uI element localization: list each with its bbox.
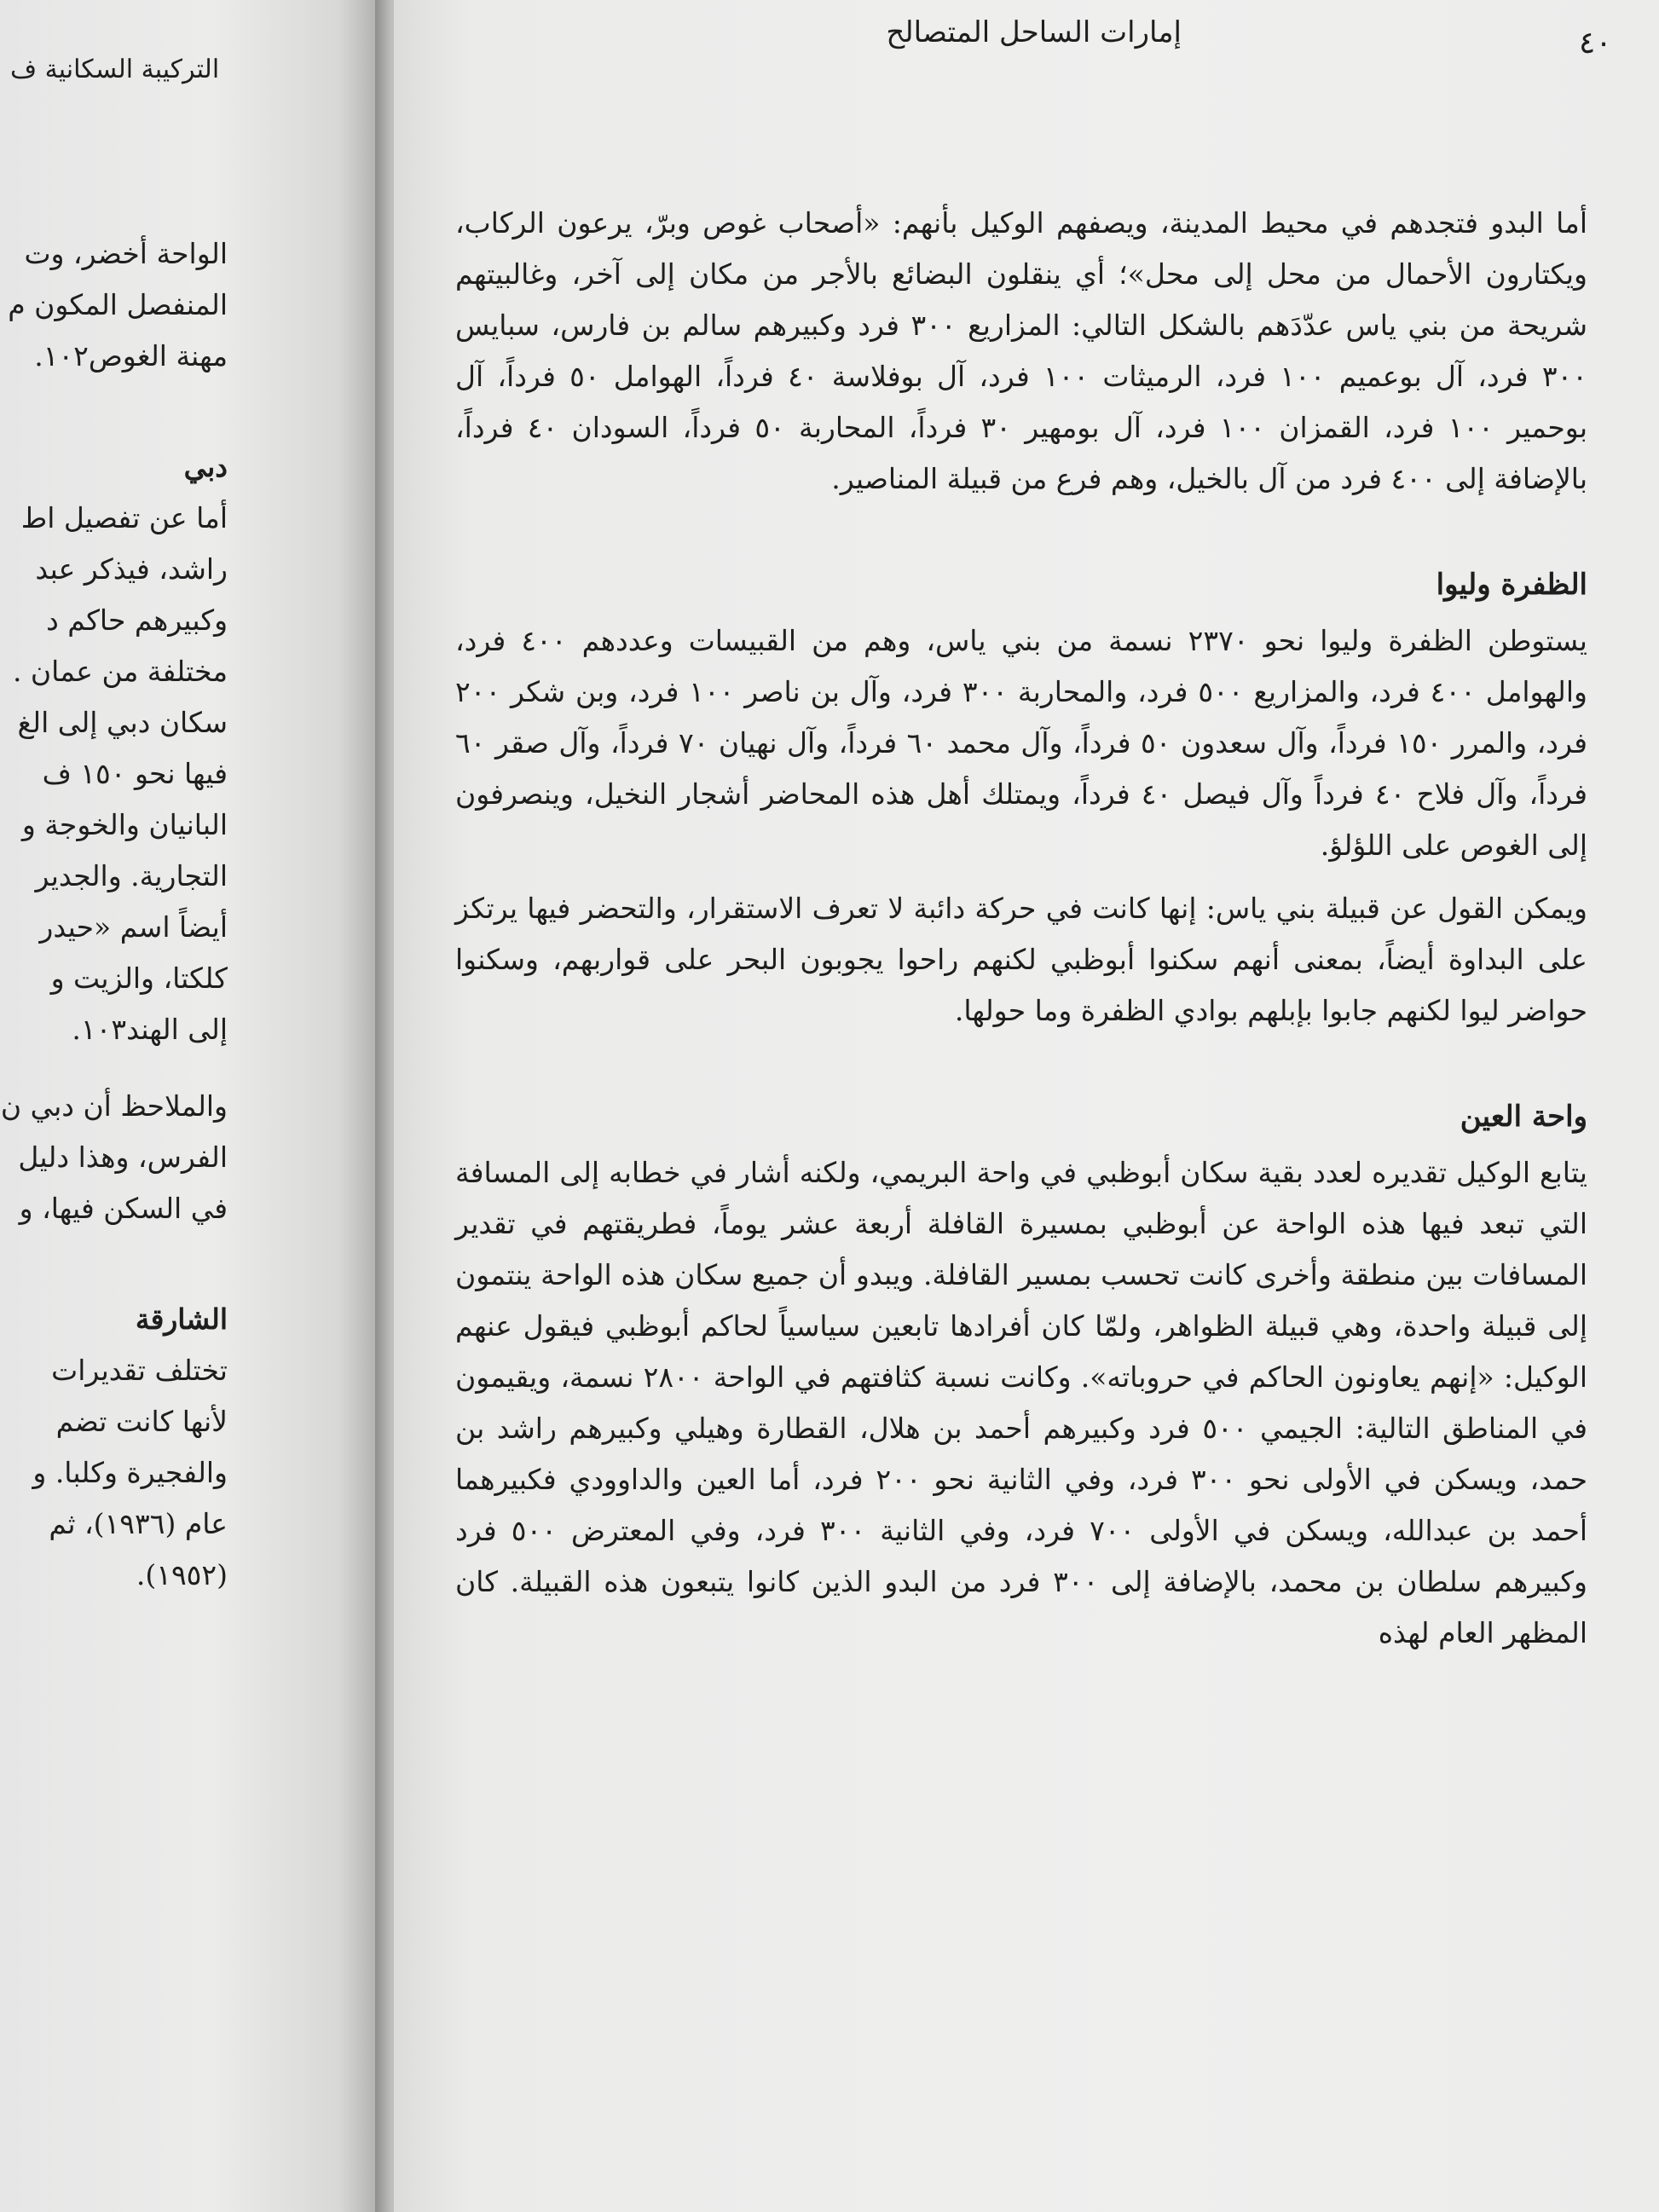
section-heading-dhafra-liwa: الظفرة وليوا: [1436, 568, 1587, 602]
left-line: عام (١٩٣٦)، ثم: [49, 1507, 228, 1540]
left-line: تختلف تقديرات: [51, 1354, 228, 1387]
left-line: التجارية. والجدير: [35, 859, 228, 892]
paragraph-dhafra-liwa: يستوطن الظفرة وليوا نحو ٢٣٧٠ نسمة من بني ياس، وهم من القبيسات وعددهم ٤٠٠ فرد، والهوامل ٤٠٠ فرد، والمزاريع ٥٠٠ فرد، والمحاربة ٣٠٠ فرد، وآل بن ناصر ١٠٠ فرد، وبن شكر ٢٠٠ فرد، والمرر ١٥٠ فرداً، وآل سعدون ٥٠ فرداً، وآل محمد ٦٠ فرداً، وآل نهيان ٧٠ فرداً، وآل صقر ٦٠ فرداً، وآل فلاح ٤٠ فرداً وآل فيصل ٤٠ فرداً، ويمتلك أهل هذه المحاضر أشجار النخيل، وينصرفون إلى الغوص على اللؤلؤ.: [455, 624, 1587, 862]
left-line: المنفصل المكون م: [8, 288, 228, 321]
left-line: وكبيرهم حاكم د: [46, 604, 228, 637]
left-line: والملاحظ أن دبي ن: [0, 1089, 228, 1123]
section-heading-al-ain: واحة العين: [1460, 1100, 1587, 1134]
paragraph-bedouin: أما البدو فتجدهم في محيط المدينة، ويصفهم الوكيل بأنهم: «أصحاب غوص وبرّ، يرعون الركاب، ويكتارون الأحمال من محل إلى محل»؛ أي ينقلون البضائع بالأجر من مكان إلى آخر، وغالبيتهم شريحة من بني ياس عدّدَهم بالشكل التالي: المزاريع ٣٠٠ فرد وكبيرهم سالم بن فارس، سبايس ٣٠٠ فرد، آل بوعميم ١٠٠ فرد، الرميثات ١٠٠ فرد، آل بوفلاسة ٤٠ فرداً، الهوامل ٥٠ فرداً، آل بوحمير ١٠٠ فرد، القمزان ١٠٠ فرد، آل بومهير ٣٠ فرداً، المحاربة ٥٠ فرداً، السودان ٤٠ فرداً، بالإضافة إلى ٤٠٠ فرد من آل بالخيل، وهم فرع من قبيلة المناصير.: [455, 206, 1588, 495]
paragraph-al-ain: يتابع الوكيل تقديره لعدد بقية سكان أبوظبي في واحة البريمي، ولكنه أشار في خطابه إلى المسافة التي تبعد فيها هذه الواحة عن أبوظبي بمسيرة القافلة أربعة عشر يوماً، فطريقتهم في تقدير المسافات بين منطقة وأخرى كانت تحسب بمسير القافلة. ويبدو أن جميع سكان هذه الواحة ينتمون إلى قبيلة واحدة، وهي قبيلة الظواهر، ولمّا كان أفرادها تابعين سياسياً لحاكم أبوظبي فيقول عنهم الوكيل: «إنهم يعاونون الحاكم في حروباته». وكانت نسبة كثافتهم في الواحة ٢٨٠٠ نسمة، ويقيمون في المناطق التالية: الجيمي ٥٠٠ فرد وكبيرهم أحمد بن هلال، القطارة وهيلي وكبيرهم راشد بن حمد، ويسكن في الأولى نحو ٣٠٠ فرد، وفي الثانية نحو ٢٠٠ فرد، أما العين والداوودي فكبيرهما أحمد بن عبدالله، ويسكن في الأولى ٧٠٠ فرد، وفي الثانية ٣٠٠ فرد، وفي المعترض ٥٠٠ فرد وكبيرهم سلطان بن محمد، بالإضافة إلى ٣٠٠ فرد من البدو الذين كانوا يتبعون هذه القبيلة. كان المظهر العام لهذه: [455, 1156, 1588, 1649]
left-line: أما عن تفصيل اط: [20, 501, 228, 534]
left-line: مهنة الغوص١٠٢.: [34, 339, 228, 373]
running-title: إمارات الساحل المتصالح: [886, 15, 1182, 49]
left-line: في السكن فيها، و: [19, 1192, 228, 1225]
left-heading-sharjah: الشارقة: [135, 1302, 228, 1336]
left-heading-dubai: دبي: [183, 450, 228, 483]
left-line: والفجيرة وكلبا. و: [32, 1456, 228, 1489]
left-line: راشد، فيذكر عبد: [35, 552, 228, 586]
paragraph-bani-yas: ويمكن القول عن قبيلة بني ياس: إنها كانت في حركة دائبة لا تعرف الاستقرار، والتحضر فيها يرتكز على البداوة أيضاً، بمعنى أنهم سكنوا أبوظبي لكنهم راحوا يجوبون البحر على قواربهم، وسكنوا حواضر ليوا لكنهم جابوا بإبلهم بوادي الظفرة وما حولها.: [455, 892, 1587, 1027]
left-line: الواحة أخضر، وت: [24, 237, 228, 270]
left-running-title: التركيبة السكانية ف: [10, 55, 220, 84]
page-number: ٤٠: [1579, 26, 1612, 61]
left-line: البانيان والخوجة و: [21, 808, 228, 841]
page-body: [455, 198, 1587, 1671]
left-page-text: [0, 228, 228, 1601]
left-line: سكان دبي إلى الغ: [17, 706, 228, 739]
left-page: [0, 0, 385, 2212]
left-line: مختلفة من عمان .: [12, 655, 228, 688]
left-paragraph-gap: [14, 1055, 228, 1081]
left-line: الفرس، وهذا دليل: [18, 1141, 228, 1174]
left-line: أيضاً اسم «حيدر: [39, 910, 228, 944]
left-line: إلى الهند١٠٣.: [72, 1013, 228, 1046]
left-line: كلكتا، والزيت و: [50, 962, 228, 995]
left-line: فيها نحو ١٥٠ ف: [42, 757, 228, 790]
left-line: لأنها كانت تضم: [55, 1405, 228, 1438]
left-line: (١٩٥٢).: [136, 1558, 228, 1591]
right-page: [394, 0, 1659, 2212]
